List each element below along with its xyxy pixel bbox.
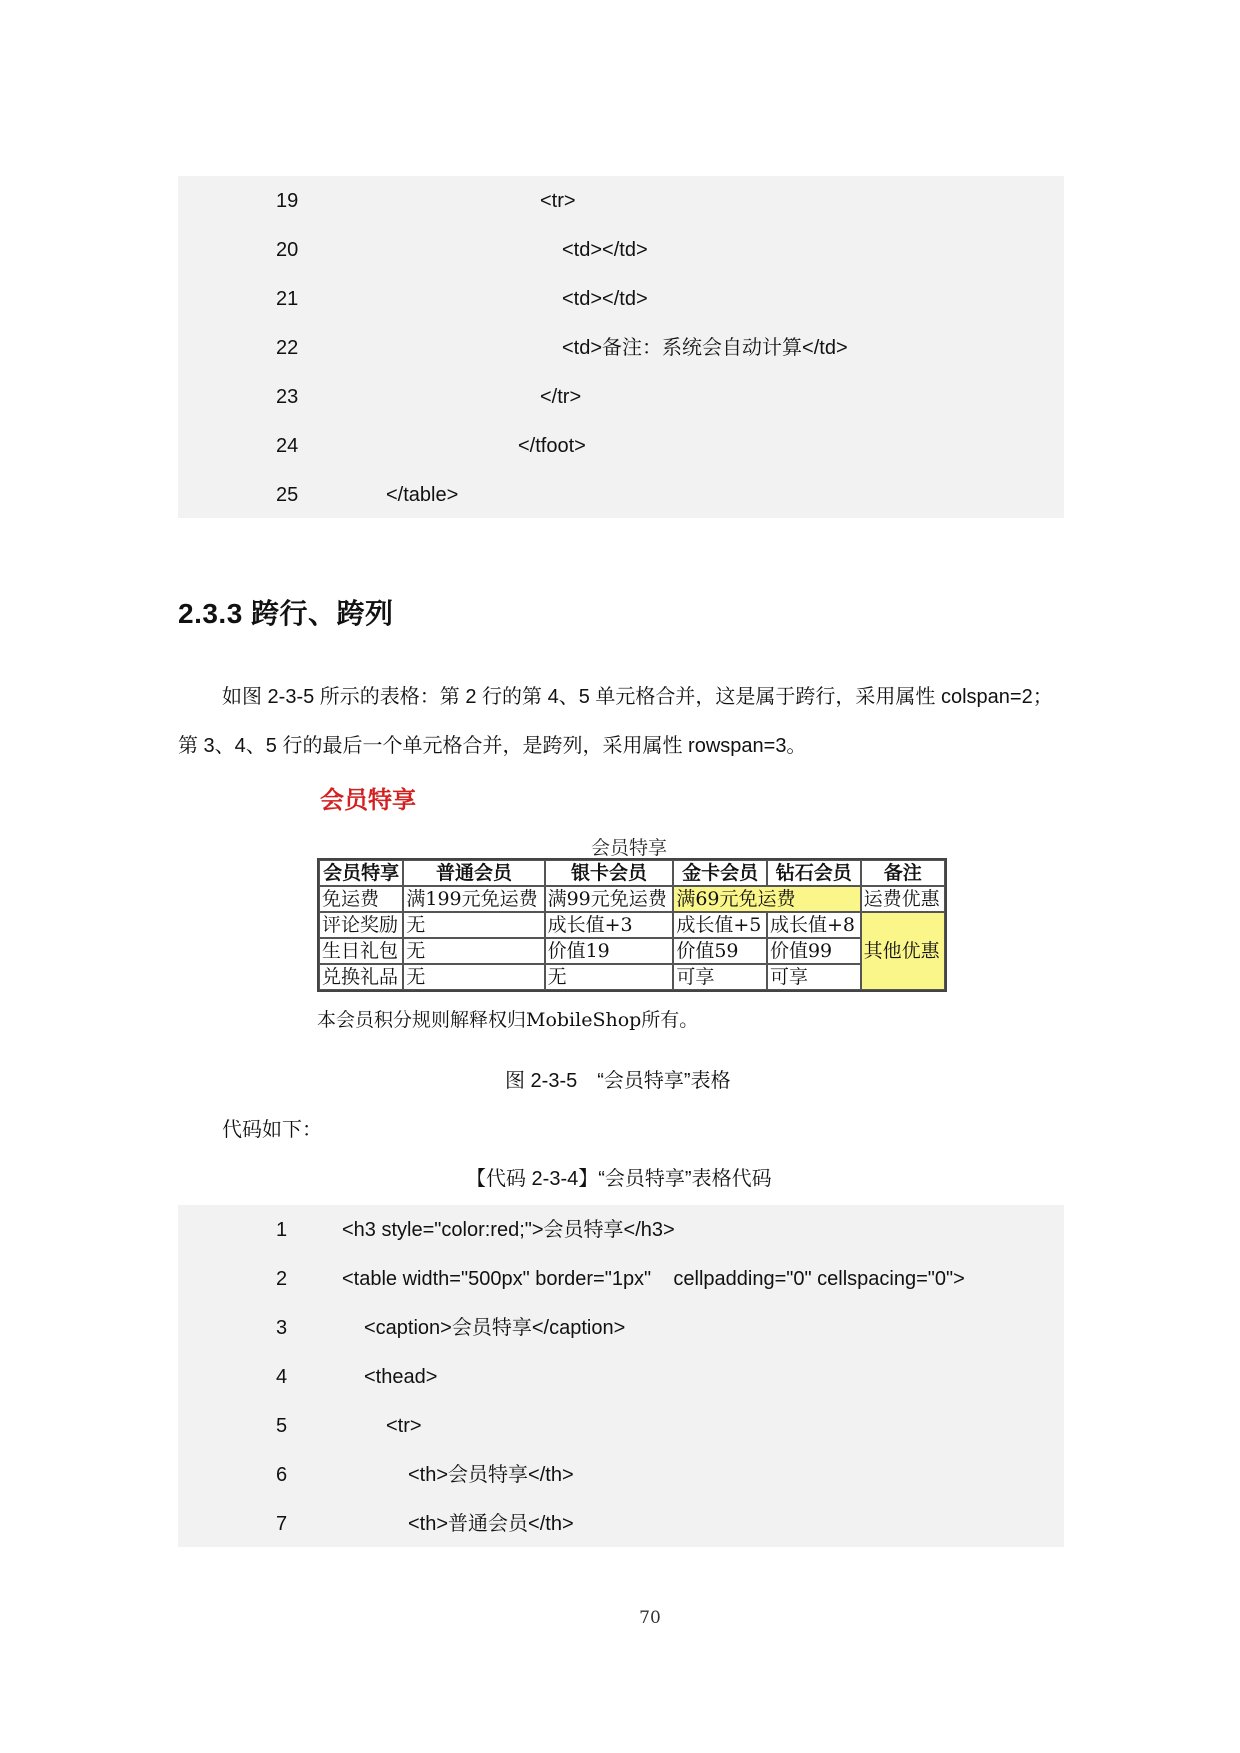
- code-line: <caption>会员特享</caption>: [364, 1317, 626, 1339]
- table-cell: 运费优惠: [861, 886, 945, 912]
- table-header-row: [319, 860, 945, 886]
- code-title: 【代码 2-3-4】“会员特享”表格代码: [466, 1168, 772, 1190]
- line-number: 7: [276, 1513, 288, 1535]
- line-number: 25: [276, 484, 299, 506]
- code-line: <h3 style="color:red;">会员特享</h3>: [342, 1219, 675, 1241]
- table-cell: 价值99: [767, 938, 861, 964]
- line-number: 22: [276, 337, 299, 359]
- table-cell: 免运费: [319, 886, 403, 912]
- code-block-bottom: [178, 1205, 1064, 1547]
- figure-label: 图 2-3-5 “会员特享”表格: [505, 1070, 731, 1092]
- code-line: <th>普通会员</th>: [408, 1513, 574, 1535]
- table-row: [319, 964, 945, 990]
- line-number: 21: [276, 288, 299, 310]
- code-line: <td>备注：系统会自动计算</td>: [562, 337, 848, 359]
- table-header-cell: 金卡会员: [673, 860, 767, 886]
- table-cell-colspan: 满69元免运费: [673, 886, 860, 912]
- page-number: 70: [639, 1608, 661, 1628]
- paragraph-line-1: 如图 2-3-5 所示的表格：第 2 行的第 4、5 单元格合并，这是属于跨行，采用属性 colspan=2；: [222, 686, 1053, 708]
- line-number: 2: [276, 1268, 288, 1290]
- line-number: 1: [276, 1219, 288, 1241]
- code-line: <thead>: [364, 1366, 438, 1388]
- table-row: [319, 912, 945, 938]
- table-cell: 兑换礼品: [319, 964, 403, 990]
- figure-title: 会员特享: [320, 785, 416, 814]
- line-number: 6: [276, 1464, 288, 1486]
- line-number: 3: [276, 1317, 288, 1339]
- code-line: <table width="500px" border="1px" cellpadding="0" cellspacing="0">: [342, 1268, 965, 1290]
- table-cell: 成长值+8: [767, 912, 861, 938]
- table-cell: 无: [403, 938, 544, 964]
- table-cell: 无: [403, 964, 544, 990]
- table-row: [319, 886, 945, 912]
- table-cell: 满99元免运费: [545, 886, 674, 912]
- table-row: [319, 938, 945, 964]
- table-cell: 成长值+5: [673, 912, 767, 938]
- figure-note: 本会员积分规则解释权归MobileShop所有。: [317, 1009, 699, 1031]
- line-number: 20: [276, 239, 299, 261]
- table-header-cell: 钻石会员: [767, 860, 861, 886]
- code-line: <th>会员特享</th>: [408, 1464, 574, 1486]
- table-header-cell: 会员特享: [319, 860, 403, 886]
- line-number: 4: [276, 1366, 288, 1388]
- table-header-cell: 备注: [861, 860, 945, 886]
- figure-caption: 会员特享: [591, 837, 668, 859]
- code-line: </tfoot>: [518, 435, 586, 457]
- code-line: </table>: [386, 484, 459, 506]
- code-line: <td></td>: [562, 239, 648, 261]
- code-intro: 代码如下：: [222, 1119, 322, 1141]
- paragraph-line-2: 第 3、4、5 行的最后一个单元格合并，是跨列，采用属性 rowspan=3。: [178, 735, 807, 757]
- code-block-top: [178, 176, 1064, 518]
- table-cell: 无: [403, 912, 544, 938]
- line-number: 24: [276, 435, 299, 457]
- table-cell: 无: [545, 964, 674, 990]
- code-line: <td></td>: [562, 288, 648, 310]
- table-cell-rowspan: 其他优惠: [861, 912, 945, 990]
- table-cell: 价值59: [673, 938, 767, 964]
- table-header-cell: 银卡会员: [545, 860, 674, 886]
- table-cell: 可享: [673, 964, 767, 990]
- table-cell: 可享: [767, 964, 861, 990]
- table-cell: 评论奖励: [319, 912, 403, 938]
- table-cell: 生日礼包: [319, 938, 403, 964]
- table-cell: 满199元免运费: [403, 886, 544, 912]
- table-cell: 成长值+3: [545, 912, 674, 938]
- code-line: <tr>: [386, 1415, 422, 1437]
- table-header-cell: 普通会员: [403, 860, 544, 886]
- section-heading: 2.3.3 跨行、跨列: [178, 598, 394, 629]
- line-number: 5: [276, 1415, 288, 1437]
- code-line: <tr>: [540, 190, 576, 212]
- line-number: 23: [276, 386, 299, 408]
- code-line: </tr>: [540, 386, 582, 408]
- member-table: [317, 858, 947, 992]
- table-cell: 价值19: [545, 938, 674, 964]
- line-number: 19: [276, 190, 299, 212]
